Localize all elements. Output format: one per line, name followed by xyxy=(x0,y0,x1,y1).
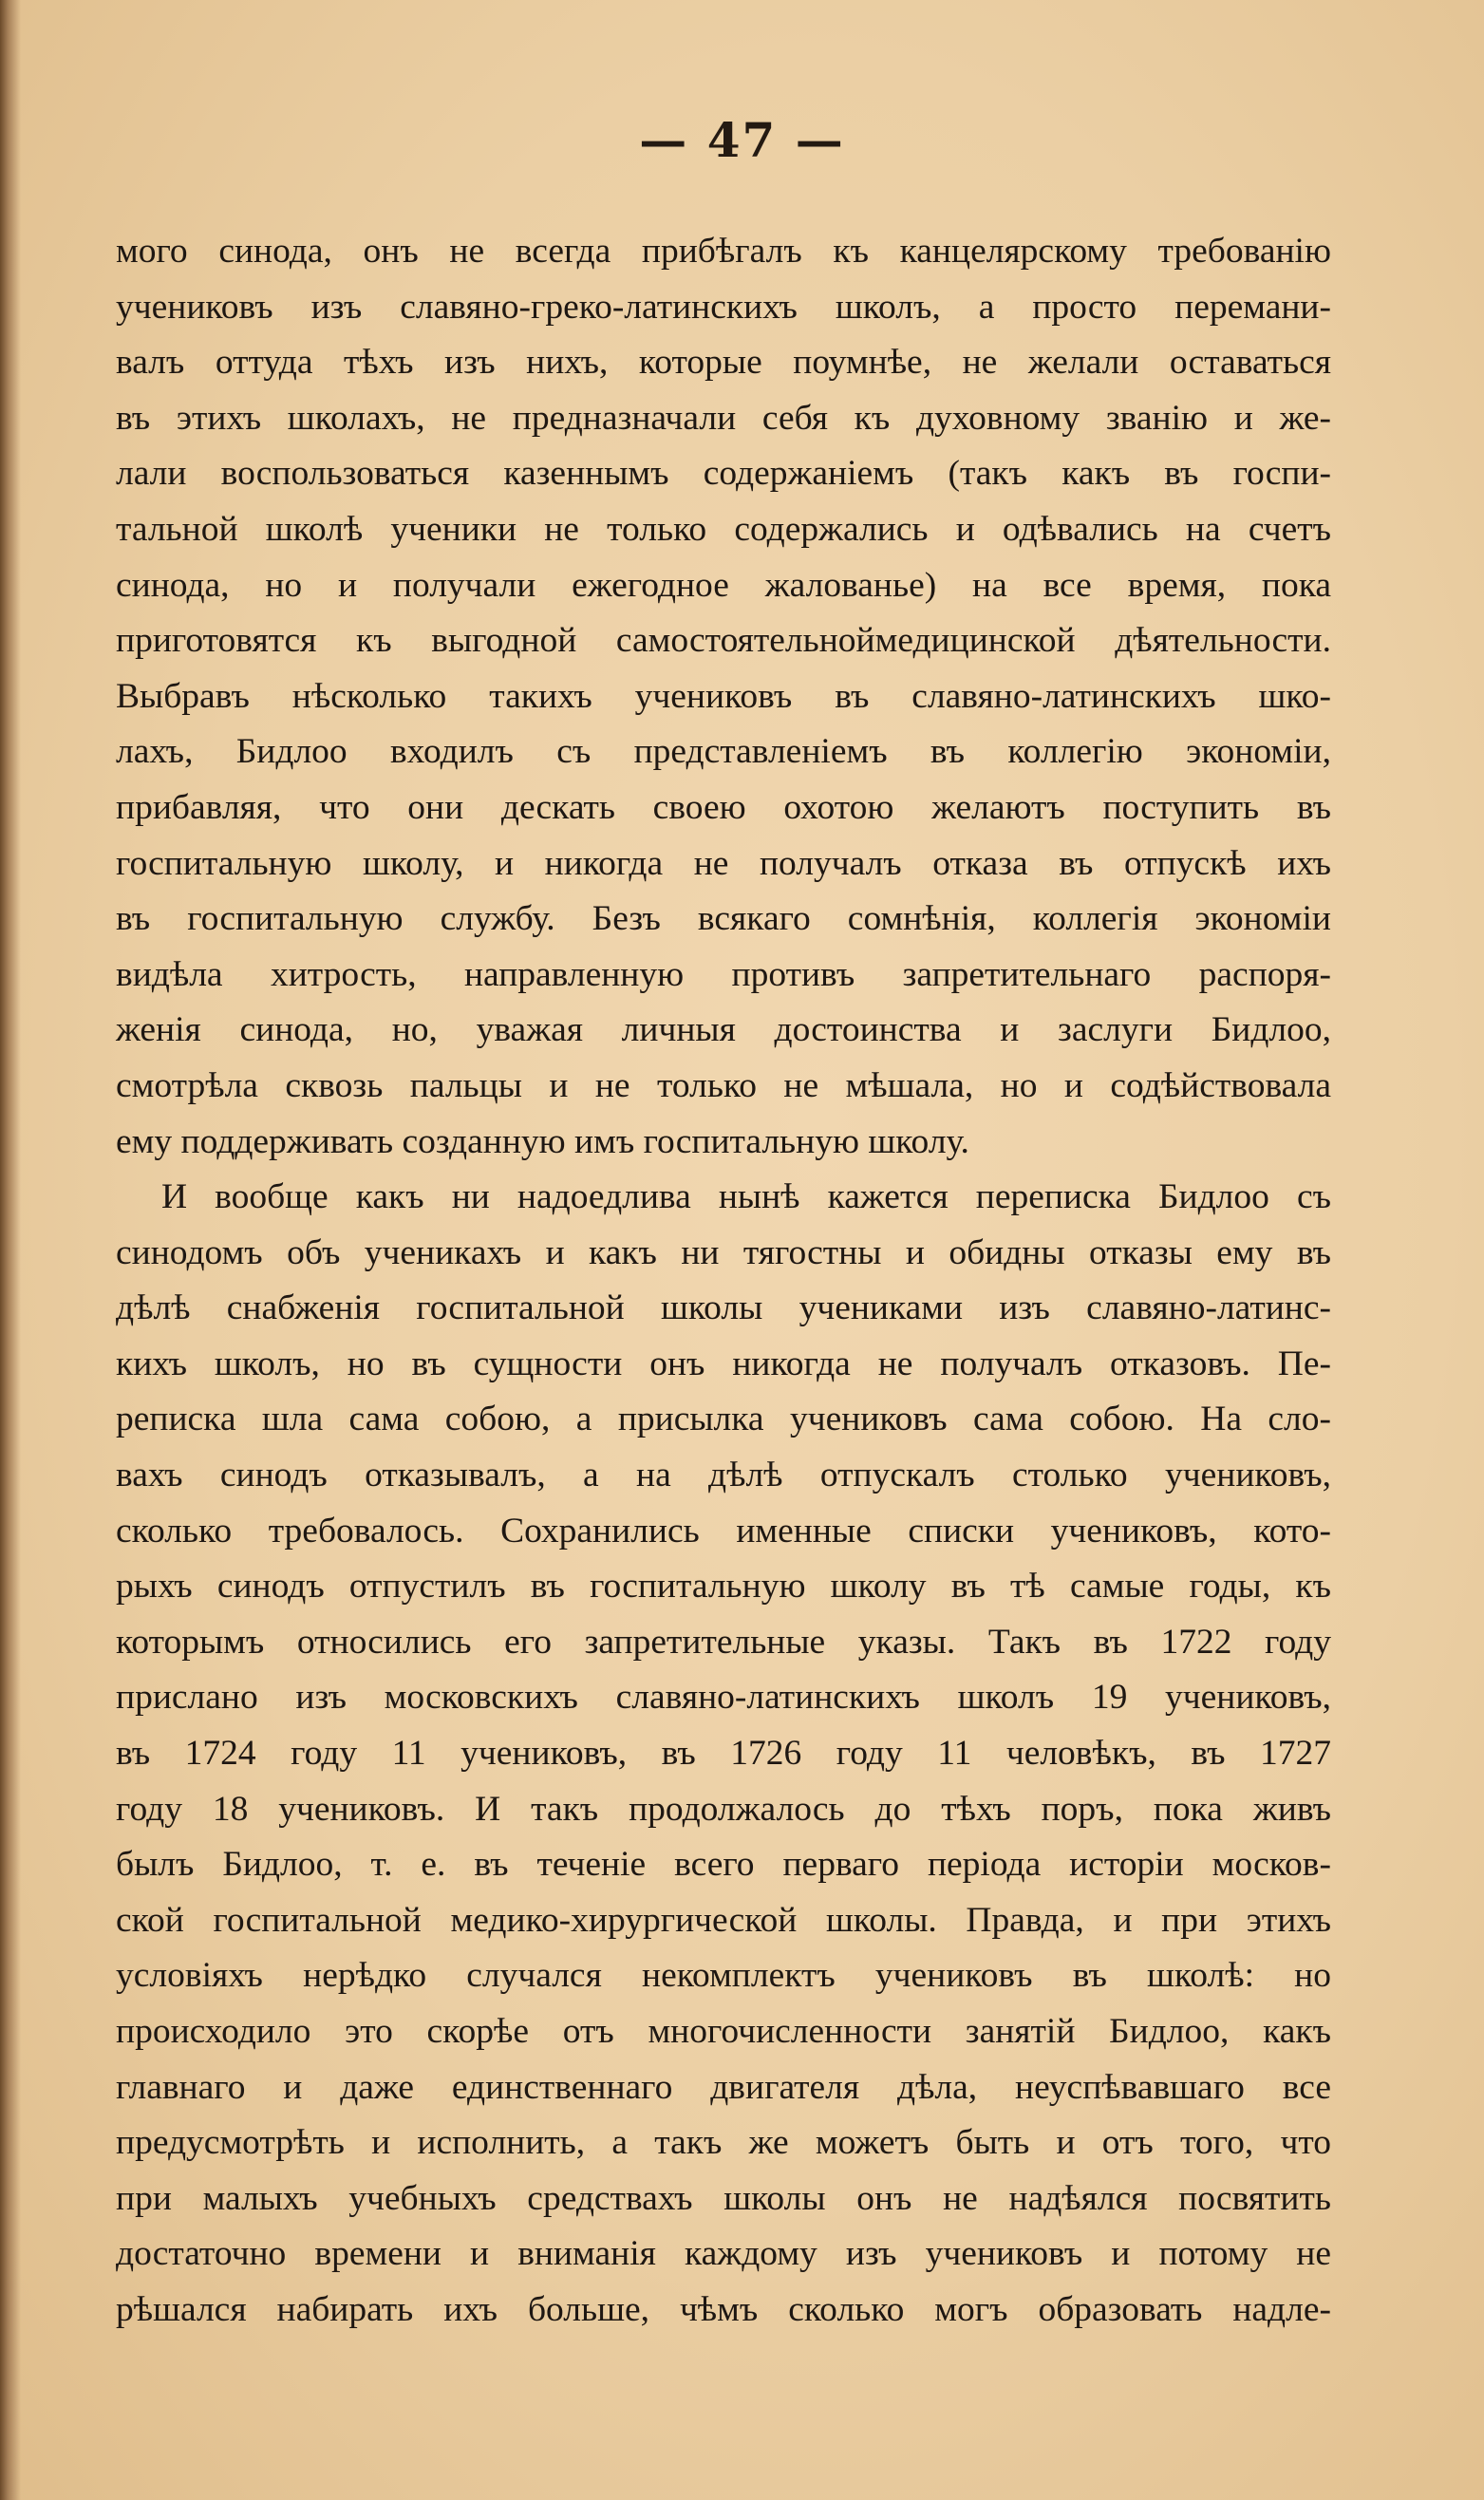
text-line: году 18 учениковъ. И такъ продолжалось до тѣхъ поръ, пока живъ xyxy=(116,1789,1331,1829)
text-line: смотрѣла сквозь пальцы и не только не мѣшала, но и содѣйствовала xyxy=(116,1065,1331,1105)
text-line: рѣшался набирать ихъ больше, чѣмъ сколько могъ образовать надле- xyxy=(116,2289,1331,2329)
text-line: вахъ синодъ отказывалъ, а на дѣлѣ отпускалъ столько учениковъ, xyxy=(116,1456,1331,1495)
text-line: былъ Бидлоо, т. е. въ теченіе всего перваго періода исторіи москов- xyxy=(116,1845,1331,1885)
text-line: которымъ относились его запретительные указы. Такъ въ 1722 году xyxy=(116,1622,1331,1662)
text-line: женія синода, но, уважая личныя достоинства и заслуги Бидлоо, xyxy=(116,1010,1331,1050)
text-line: прислано изъ московскихъ славяно-латинскихъ школъ 19 учениковъ, xyxy=(116,1678,1331,1718)
text-line: госпитальную школу, и никогда не получалъ отказа въ отпускѣ ихъ xyxy=(116,843,1331,883)
text-line: кихъ школъ, но въ сущности онъ никогда не получалъ отказовъ. Пе- xyxy=(116,1344,1331,1383)
text-line: главнаго и даже единственнаго двигателя дѣла, неуспѣвавшаго все xyxy=(116,2067,1331,2107)
text-line: въ госпитальную службу. Безъ всякаго сомнѣнія, коллегія экономіи xyxy=(116,899,1331,939)
text-line: видѣла хитрость, направленную противъ запретительнаго распоря- xyxy=(116,954,1331,994)
text-line: прибавляя, что они дескать своею охотою желаютъ поступить въ xyxy=(116,787,1331,827)
page-number: — 47 — xyxy=(639,112,845,168)
text-line: лахъ, Бидлоо входилъ съ представленіемъ въ коллегію экономіи, xyxy=(116,732,1331,772)
text-line: рыхъ синодъ отпустилъ въ госпитальную школу въ тѣ самые годы, къ xyxy=(116,1567,1331,1607)
text-line: Выбравъ нѣсколько такихъ учениковъ въ славяно-латинскихъ шко- xyxy=(116,676,1331,716)
text-line: И вообще какъ ни надоедлива нынѣ кажется переписка Бидлоо съ xyxy=(161,1177,1331,1217)
text-line: валъ оттуда тѣхъ изъ нихъ, которые поумнѣе, не желали оставаться xyxy=(116,343,1331,383)
text-line: дѣлѣ снабженія госпитальной школы учениками изъ славяно-латинс- xyxy=(116,1288,1331,1328)
text-line: ему поддерживать созданную имъ госпитальную школу. xyxy=(116,1121,969,1161)
text-line: лали воспользоваться казеннымъ содержаніемъ (такъ какъ въ госпи- xyxy=(116,454,1331,494)
text-line: мого синода, онъ не всегда прибѣгалъ къ канцелярскому требованію xyxy=(116,232,1331,271)
text-line: приготовятся къ выгодной самостоятельноймедицинской дѣятельности. xyxy=(116,621,1331,661)
text-line: въ 1724 году 11 учениковъ, въ 1726 году 11 человѣкъ, въ 1727 xyxy=(116,1734,1331,1774)
text-line: при малыхъ учебныхъ средствахъ школы онъ не надѣялся посвятить xyxy=(116,2178,1331,2218)
text-line: въ этихъ школахъ, не предназначали себя къ духовному званію и же- xyxy=(116,398,1331,438)
text-line: реписка шла сама собою, а присылка учениковъ сама собою. На сло- xyxy=(116,1400,1331,1439)
text-line: учениковъ изъ славяно-греко-латинскихъ школъ, а просто перемани- xyxy=(116,287,1331,327)
text-line: достаточно времени и вниманія каждому изъ учениковъ и потому не xyxy=(116,2234,1331,2274)
text-line: синодомъ объ ученикахъ и какъ ни тягостны и обидны отказы ему въ xyxy=(116,1232,1331,1272)
text-line: синода, но и получали ежегодное жалованье) на все время, пока xyxy=(116,565,1331,605)
text-line: происходило это скорѣе отъ многочисленности занятій Бидлоо, какъ xyxy=(116,2012,1331,2051)
body-text xyxy=(116,224,1331,2339)
text-line: сколько требовалось. Сохранились именные списки учениковъ, кото- xyxy=(116,1511,1331,1551)
page-spine-shadow xyxy=(0,0,21,2500)
text-line: тальной школѣ ученики не только содержались и одѣвались на счетъ xyxy=(116,509,1331,549)
text-line: ской госпитальной медико-хирургической школы. Правда, и при этихъ xyxy=(116,1900,1331,1940)
text-line: условіяхъ нерѣдко случался некомплектъ учениковъ въ школѣ: но xyxy=(116,1956,1331,1996)
text-line: предусмотрѣть и исполнить, а такъ же можетъ быть и отъ того, что xyxy=(116,2123,1331,2163)
